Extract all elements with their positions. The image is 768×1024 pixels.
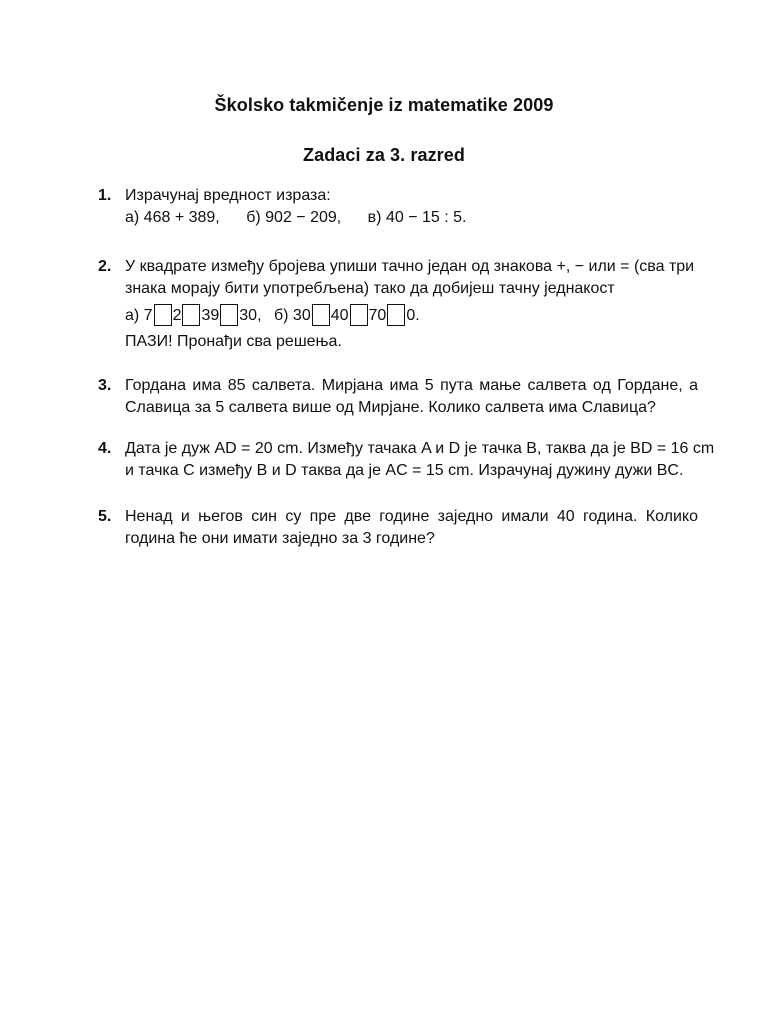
part-b: б) 902 − 209, xyxy=(246,209,342,226)
problem-number: 5. xyxy=(98,508,112,525)
problem-text-line: и тачка C између B и D таква да је AC = 15 cm. Израчунај дужину дужи BC. xyxy=(125,462,684,479)
problem-note: ПАЗИ! Пронађи сва решења. xyxy=(125,333,342,350)
equation-sequence xyxy=(125,304,698,327)
seq-b-number: 40 xyxy=(330,307,349,324)
problem-3 xyxy=(98,375,698,419)
seq-a-end: 30, xyxy=(239,307,262,324)
problem-number: 4. xyxy=(98,440,112,457)
problem-text-line: Дата је дуж AD = 20 cm. Између тачака A и D је тачка B, таква да је BD = 16 cm xyxy=(125,440,715,457)
problem-4 xyxy=(98,438,715,482)
seq-b-number: 70 xyxy=(368,307,387,324)
problem-parts xyxy=(125,207,698,229)
problem-1 xyxy=(98,185,698,229)
answer-box[interactable] xyxy=(182,304,200,326)
answer-box[interactable] xyxy=(387,304,405,326)
seq-a-number: 2 xyxy=(172,307,182,324)
seq-b-label: б) 30 xyxy=(273,307,311,324)
seq-a-number: 39 xyxy=(201,307,220,324)
problem-text: Ненад и његов син су пре две године заједно имали 40 година. Колико година ће они имати заједно за 3 године? xyxy=(125,508,698,547)
problem-text-line: У квадрате између бројева упиши тачно један од знакова +, − или = (сва три xyxy=(125,258,695,275)
problem-2 xyxy=(98,256,698,353)
seq-a-label: а) 7 xyxy=(125,307,153,324)
part-a: а) 468 + 389, xyxy=(125,209,220,226)
answer-box[interactable] xyxy=(154,304,172,326)
problem-number: 1. xyxy=(98,187,112,204)
page-subtitle: Zadaci za 3. razred xyxy=(303,145,465,165)
answer-box[interactable] xyxy=(220,304,238,326)
problem-number: 3. xyxy=(98,377,112,394)
answer-box[interactable] xyxy=(350,304,368,326)
problem-5 xyxy=(98,506,698,550)
problem-text: Гордана има 85 салвета. Мирјана има 5 пута мање салвета од Гордане, а Славица за 5 салвета више од Мирјане. Колико салвета има Славица? xyxy=(125,377,698,416)
answer-box[interactable] xyxy=(312,304,330,326)
page-title: Školsko takmičenje iz matematike 2009 xyxy=(214,95,554,115)
problem-text: Израчунај вредност израза: xyxy=(125,187,331,204)
part-c: в) 40 − 15 : 5. xyxy=(367,209,467,226)
seq-b-end: 0. xyxy=(406,307,420,324)
problem-number: 2. xyxy=(98,258,112,275)
problem-text-line: знака морају бити употребљена) тако да добијеш тачну једнакост xyxy=(125,280,615,297)
